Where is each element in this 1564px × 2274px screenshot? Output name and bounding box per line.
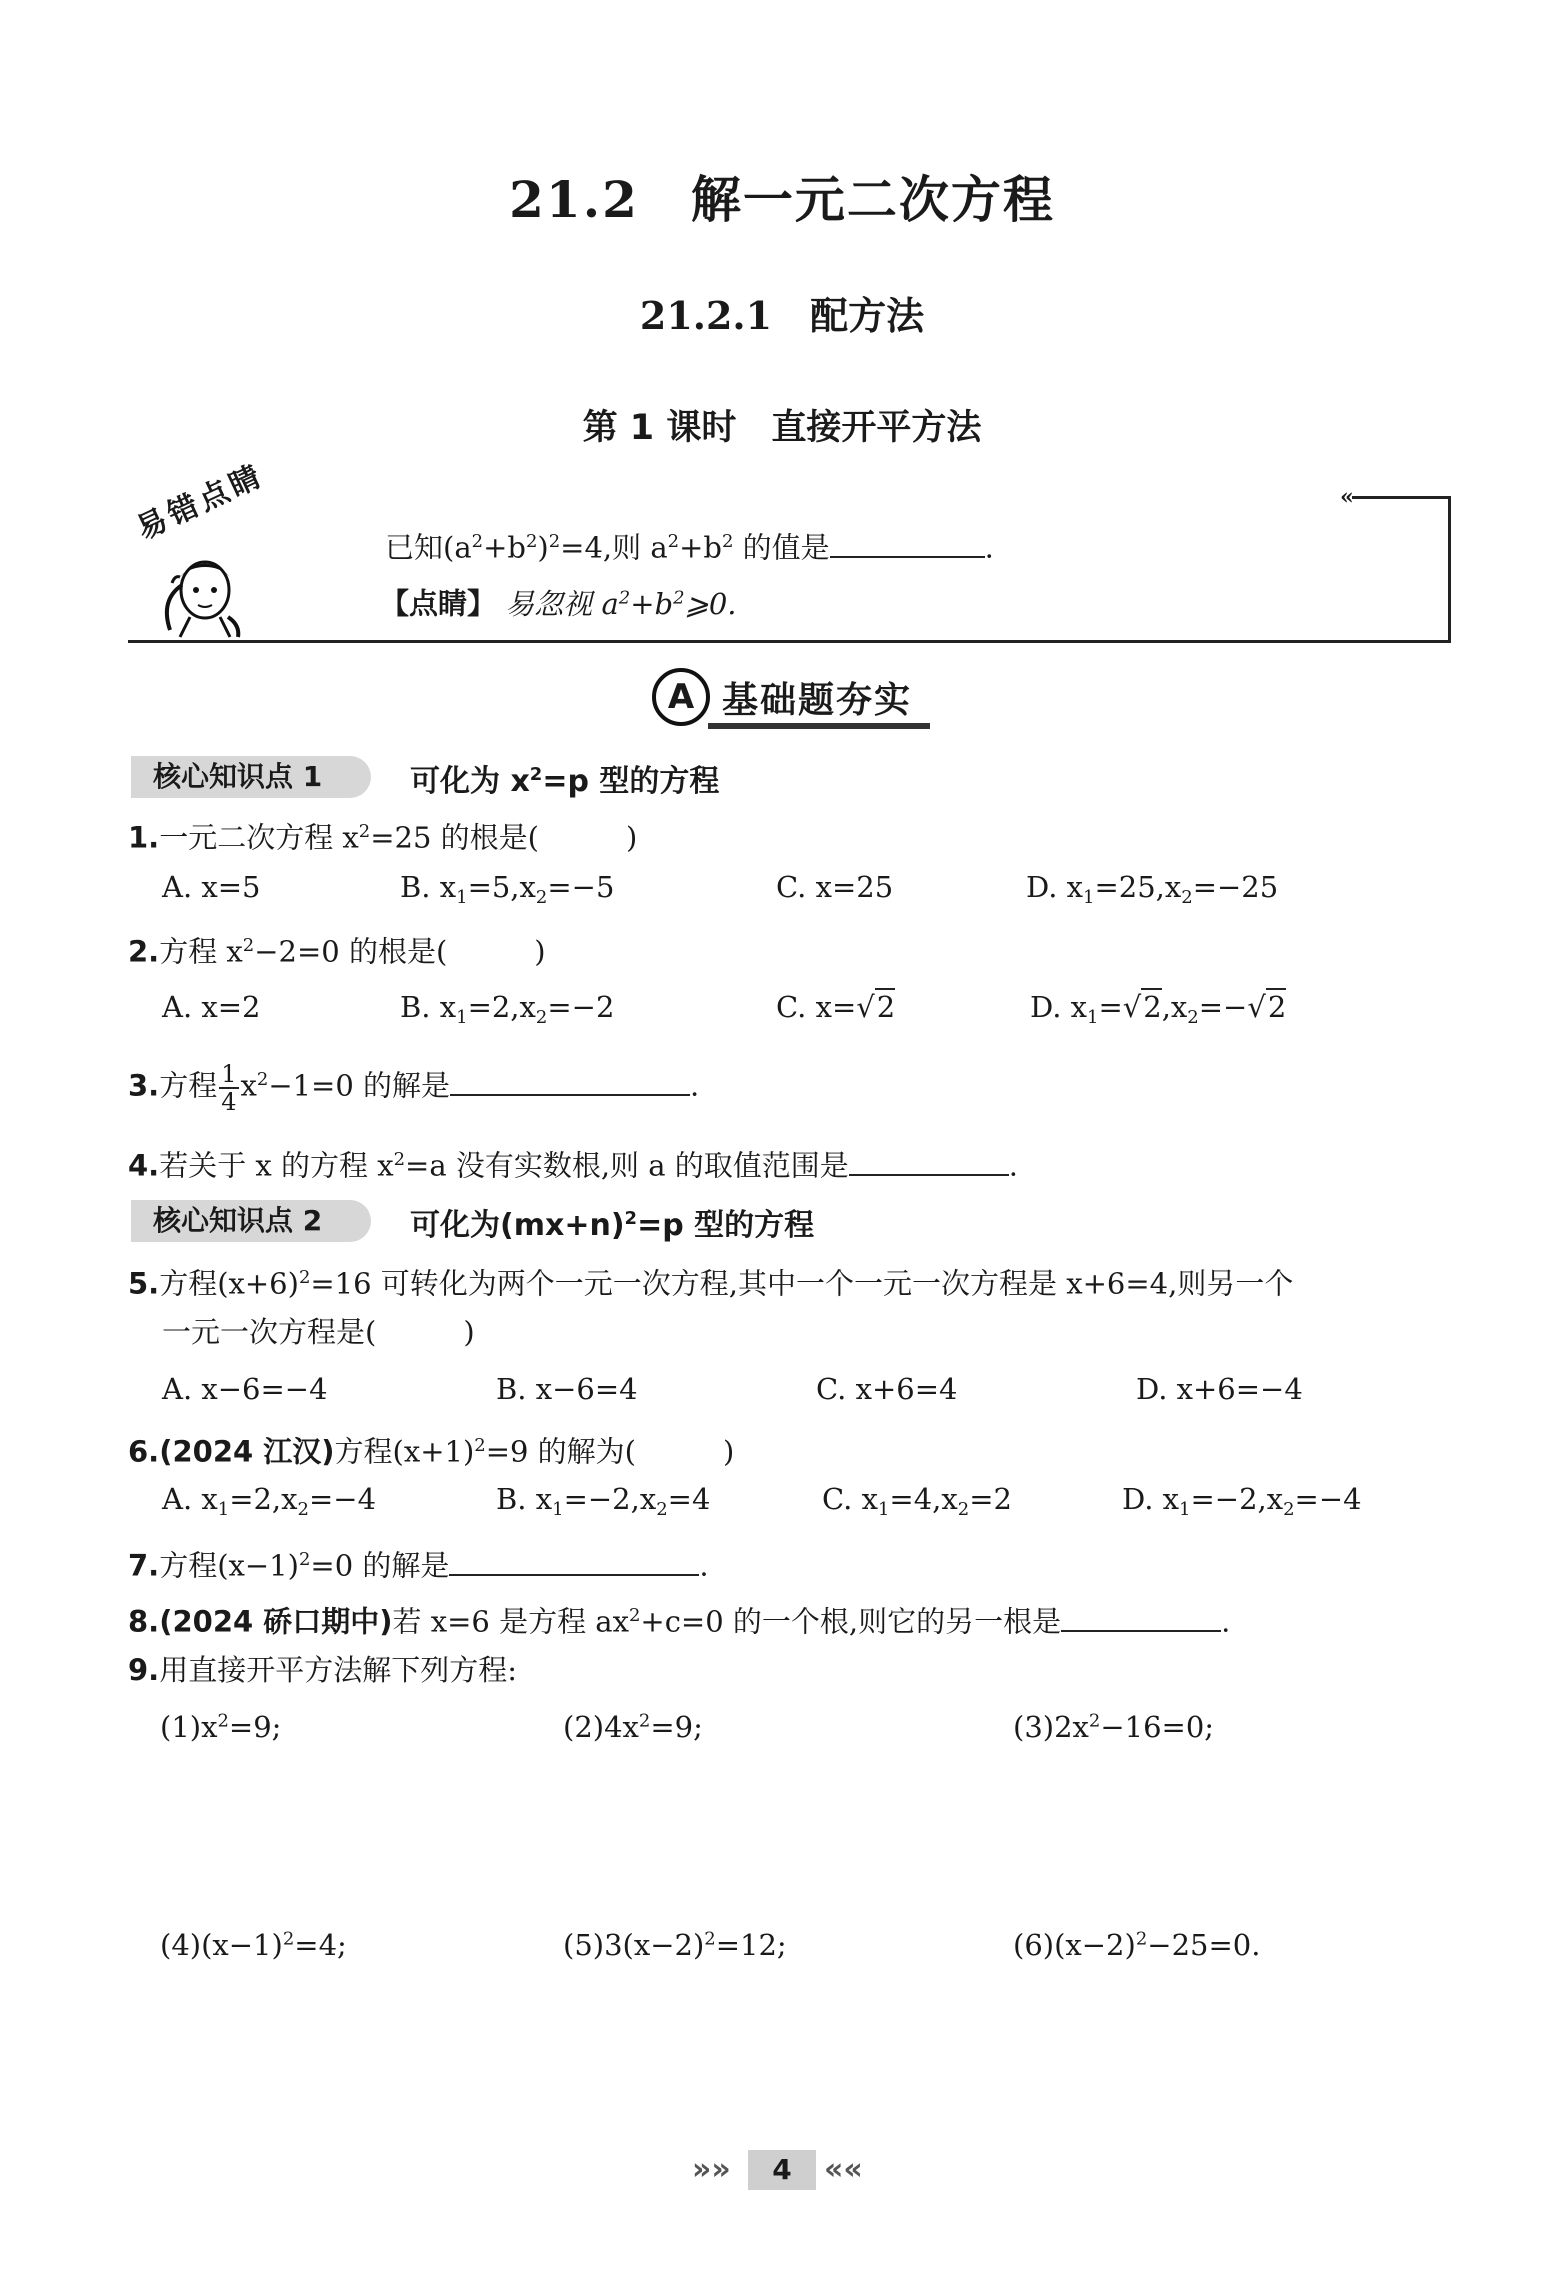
q6-option-d[interactable]: D. $x_1=-2,x_2=-4$ xyxy=(1122,1482,1362,1520)
mistake-hint: 【点睛】 易忽视 $a^2+b^2⩾0$. xyxy=(380,586,737,621)
footer-left-arrows-icon: »» xyxy=(692,2152,731,2187)
q6-option-b[interactable]: B. $x_1=-2,x_2=4$ xyxy=(496,1482,711,1520)
q9-part-1: $(1)x^2=9$; xyxy=(160,1710,282,1744)
question-5: 5.方程$(x+6)^2=16$ 可转化为两个一元一次方程,其中一个一元一次方程是 x+6=4,则另一个 xyxy=(128,1266,1294,1301)
page-footer xyxy=(692,2150,872,2192)
q1-option-c[interactable]: C. x=25 xyxy=(776,870,894,904)
q1-option-b[interactable]: B. $x_1=5,x_2=-5$ xyxy=(400,870,615,908)
q5-option-c[interactable]: C. x+6=4 xyxy=(816,1372,958,1406)
answer-blank[interactable] xyxy=(1061,1600,1221,1632)
question-5-line-2: 一元一次方程是( ) xyxy=(162,1315,475,1349)
banner-text: 基础题夯实 xyxy=(722,680,913,721)
knowledge-point-1-badge: 核心知识点 1 xyxy=(131,756,371,798)
question-6: 6.(2024 江汉)方程$(x+1)^2=9$ 的解为( ) xyxy=(128,1434,735,1469)
mistake-badge-text: 易错点睛 xyxy=(131,457,270,547)
q2-option-c[interactable]: C. x=√2 xyxy=(776,990,896,1024)
footer-right-arrows-icon: «« xyxy=(824,2152,863,2187)
q1-option-d[interactable]: D. $x_1=25,x_2=-25$ xyxy=(1026,870,1279,908)
mistake-problem: 已知$(a^2+b^2)^2=4$,则 $a^2+b^2$ 的值是 . xyxy=(385,522,994,568)
question-3: 3.方程 $\frac{1}{4}$ $x^2-1=0$ 的解是 . xyxy=(128,1059,700,1116)
banner-letter-badge: A xyxy=(652,668,710,726)
q9-part-6: $(6)(x-2)^2-25=0$. xyxy=(1013,1928,1261,1962)
banner-underline xyxy=(708,723,930,729)
q2-option-d[interactable]: D. $x_1=√2,x_2=-√2$ xyxy=(1030,990,1287,1028)
q1-option-a[interactable]: A. x=5 xyxy=(162,870,261,904)
answer-blank[interactable] xyxy=(450,1064,690,1096)
mistake-box-right-line xyxy=(1448,496,1451,643)
mistake-box-top-line xyxy=(1352,496,1450,499)
subsection-title: 21.2.1 配方法 xyxy=(639,293,925,338)
answer-blank[interactable] xyxy=(449,1544,699,1576)
double-arrow-icon: « xyxy=(1340,484,1354,510)
mistake-box-bottom-line xyxy=(128,640,1450,643)
page-number: 4 xyxy=(748,2150,816,2190)
q9-part-3: $(3)2x^2-16=0$; xyxy=(1013,1710,1215,1744)
knowledge-point-1-title: 可化为 $x^2=p$ 型的方程 xyxy=(410,764,720,799)
question-4: 4.若关于 x 的方程 $x^2=a$ 没有实数根,则 a 的取值范围是 . xyxy=(128,1140,1018,1186)
question-2: 2.方程 $x^2-2=0$ 的根是( ) xyxy=(128,934,546,969)
section-title: 21.2 解一元二次方程 xyxy=(509,170,1055,229)
lesson-title: 第 1 课时 直接开平方法 xyxy=(582,408,982,448)
q2-option-b[interactable]: B. $x_1=2,x_2=-2$ xyxy=(400,990,615,1028)
q2-option-a[interactable]: A. x=2 xyxy=(162,990,261,1024)
q5-option-b[interactable]: B. x−6=4 xyxy=(496,1372,638,1406)
answer-blank[interactable] xyxy=(849,1144,1009,1176)
q5-option-d[interactable]: D. x+6=−4 xyxy=(1136,1372,1303,1406)
q9-part-5: $(5)3(x-2)^2=12$; xyxy=(563,1928,787,1962)
knowledge-point-2-badge: 核心知识点 2 xyxy=(131,1200,371,1242)
q6-option-a[interactable]: A. $x_1=2,x_2=-4$ xyxy=(162,1482,377,1520)
q9-part-2: $(2)4x^2=9$; xyxy=(563,1710,703,1744)
basic-questions-banner xyxy=(652,668,930,732)
question-1: 1.一元二次方程 $x^2=25$ 的根是( ) xyxy=(128,820,638,855)
question-9: 9.用直接开平方法解下列方程: xyxy=(128,1653,517,1687)
q5-option-a[interactable]: A. x−6=−4 xyxy=(162,1372,328,1406)
question-7: 7.方程$(x-1)^2=0$ 的解是 . xyxy=(128,1540,709,1586)
knowledge-point-2-title: 可化为$(mx+n)^2=p$ 型的方程 xyxy=(410,1208,815,1243)
q9-part-4: $(4)(x-1)^2=4$; xyxy=(160,1928,347,1962)
question-8: 8.(2024 硚口期中)若 x=6 是方程 $ax^2+c=0$ 的一个根,则它的另一根是 . xyxy=(128,1596,1230,1642)
answer-blank[interactable] xyxy=(830,526,985,558)
q6-option-c[interactable]: C. $x_1=4,x_2=2$ xyxy=(822,1482,1012,1520)
